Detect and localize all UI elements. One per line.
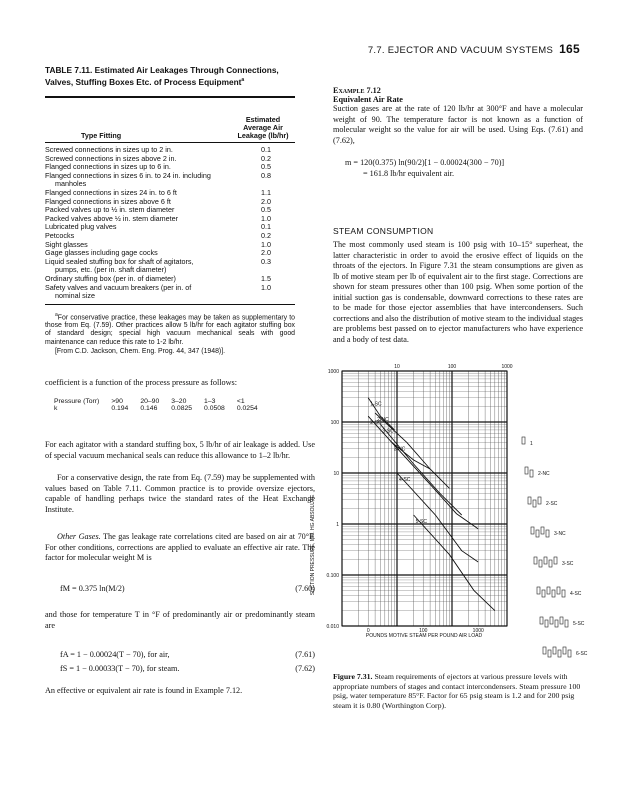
ejector-stage-symbol (542, 590, 545, 597)
ejector-stage-symbol (540, 617, 543, 624)
series-line-5-sc (414, 515, 495, 611)
ejector-stage-symbol (557, 587, 560, 594)
ticks (326, 364, 512, 634)
col-type-fitting: Type Fitting (81, 131, 122, 140)
k-value: 0.146 (140, 405, 158, 412)
table-footnote-mark: a (55, 311, 58, 318)
leakage-cell: 0.8 (261, 170, 271, 180)
pressure-value: 1–3 (204, 398, 216, 405)
fitting-cell: Sight glasses (45, 239, 88, 249)
paragraph-other-gases: Other Gases. The gas leakage rate correlations cited are based on air at 70°F. For other conditions, corrections are applied to evaluate an effective air rate. The factor for molecular weight M is (45, 532, 315, 562)
table-row (45, 223, 295, 232)
fitting-cell: Lubricated plug valves (45, 222, 117, 232)
paragraph-temperature: and those for temperature T in °F of predominantly air or predominantly steam are (45, 610, 315, 630)
coef-intro: coefficient is a function of the process pressure as follows: (45, 378, 237, 387)
leakage-cell: 1.1 (261, 187, 271, 197)
ejector-stage-symbol (554, 557, 557, 564)
ejector-stage-symbol (547, 587, 550, 594)
section-title: 7.7. EJECTOR AND VACUUM SYSTEMS (367, 45, 554, 56)
series-label: 2-NC (377, 417, 389, 423)
pressure-value: 3–20 (171, 398, 187, 405)
legend-label: 6-SC (576, 651, 588, 657)
figure-caption: Figure 7.31. Steam requirements of ejectors at various pressure levels with appropriate numbers of stages and contact intercondensers. Steam pressure 100 psig, water temperature 85°F. Factor for 65 psig steam is 1.2 and for 200 psig steam it is 0.80 (Worthington Corp). (333, 672, 581, 710)
example-text: Suction gases are at the rate of 120 lb/hr at 300°F and have a molecular weight of 90. The temperature factor is not known as a function of molecular weight so the value for air will be used. Using Eqs. (7.61) and (7.62), (333, 104, 583, 145)
legend-label: 2-NC (538, 471, 550, 477)
running-header (350, 42, 580, 56)
legend (522, 437, 588, 657)
leakage-cell: 0.2 (261, 153, 271, 163)
equation-number: (7.62) (295, 664, 315, 673)
fitting-cell: Gage glasses including gage cocks (45, 248, 158, 258)
leakage-cell: 0.5 (261, 162, 271, 172)
ejector-stage-symbol (522, 437, 525, 444)
pressure-value: <1 (236, 398, 245, 405)
legend-label: 1 (530, 441, 533, 447)
ejector-stage-symbol (537, 587, 540, 594)
series (368, 398, 495, 611)
leakage-cell: 0.3 (261, 256, 271, 266)
y-tick-label: 0.010 (326, 624, 339, 630)
fitting-cell: Flanged connections in sizes up to 6 in. (45, 162, 171, 172)
equation-7-61: fA = 1 − 0.00024(T − 70), for air, (7.61) (60, 650, 315, 659)
fitting-cell: Packed valves up to ½ in. stem diameter (45, 205, 175, 215)
legend-label: 4-SC (570, 591, 582, 597)
pressure-k-table (48, 398, 264, 412)
table-title-mark: a (241, 76, 245, 83)
y-tick-label: 1000 (327, 369, 339, 375)
col-air-leakage: Estimated Average Air Leakage (lb/hr) (237, 115, 289, 140)
ejector-stage-symbol (546, 530, 549, 537)
fitting-cell: Packed valves above ½ in. stem diameter (45, 213, 179, 223)
leakage-cell: 2.0 (261, 248, 271, 258)
pressure-value: 20–90 (140, 398, 160, 405)
y-axis-label: SUCTION PRESSURE, MM. HG ABSOLUTE (310, 494, 316, 596)
ejector-stage-symbol (528, 497, 531, 504)
ejector-stage-symbol (544, 557, 547, 564)
legend-label: 3-NC (554, 531, 566, 537)
leakage-cell: 2.0 (261, 196, 271, 206)
air-leakage-table (45, 96, 295, 356)
ejector-stage-symbol (562, 590, 565, 597)
series-label: 3-SC (382, 428, 394, 435)
steam-requirements-chart (300, 355, 600, 675)
y-tick-label: 1 (336, 522, 339, 528)
k-value: 0.0254 (236, 405, 258, 412)
steam-text: The most commonly used steam is 100 psig with 10–15° superheat, the latter characteristic in order to avoid the erosive effect of liquids on the throats of the ejectors. In Figure 7.31 the steam consumptions are given as lb of motive steam per lb of equivalent air to the first stage. Corrections are shown for steam pressures other than 100 psig. When some portion of the initial suction gas is condensable, downward corrections to these rates are to be made for those ejector assemblies that have intercondensers. Such corrections and also the distribution of motive steam to the individual stages are problems best passed on to ejector manufacturers who have experience and a body of test data. (333, 240, 583, 344)
equation-7-62: fS = 1 − 0.00033(T − 70), for steam. (7.62) (60, 664, 315, 673)
series-label: 5-SC (415, 519, 428, 525)
bottom-tick-label: 1000 (472, 628, 484, 634)
ejector-stage-symbol (565, 620, 568, 627)
leakage-cell: 1.5 (261, 273, 271, 283)
legend-label: 5-SC (573, 621, 585, 627)
leakage-cell: 0.1 (261, 222, 271, 232)
x-axis-label: POUNDS MOTIVE STEAM PER POUND AIR LOAD (365, 633, 483, 639)
paragraph-conservative: For a conservative design, the rate from Eq. (7.59) may be supplemented with values based on Table 7.11. Common practice is to provide oversize ejectors, capable of handling perhaps twice the standard rates of the Heat Exchange Institute. (45, 473, 315, 514)
leakage-cell: 0.1 (261, 145, 271, 154)
series-label: 2-SC (370, 420, 382, 427)
series-line-4-sc (397, 473, 478, 562)
fitting-cell: Flanged connections in sizes 24 in. to 6 ft (45, 187, 177, 197)
ejector-stage-symbol (543, 647, 546, 654)
ejector-stage-symbol (558, 650, 561, 657)
fitting-cell: Flanged connections in sizes above 6 ft (45, 196, 171, 206)
example-label: Example 7.12 (333, 86, 381, 95)
series-label: 4-SC (399, 477, 411, 483)
k-value: 0.194 (111, 405, 129, 412)
ejector-stage-symbol (548, 650, 551, 657)
ejector-stage-symbol (541, 527, 544, 534)
steam-heading: STEAM CONSUMPTION (333, 226, 434, 236)
x-tick-label: 10 (394, 364, 400, 370)
fitting-cell: Screwed connections in sizes above 2 in. (45, 153, 177, 163)
y-tick-label: 100 (330, 420, 339, 426)
pressure-label: Pressure (Torr) (54, 398, 100, 405)
fitting-cell: pumps, etc. (per in. shaft diameter) (55, 265, 167, 275)
ejector-stage-symbol (568, 650, 571, 657)
bottom-tick-label: 100 (419, 628, 428, 634)
ejector-stage-symbol (539, 560, 542, 567)
example-calc-1: m = 120(0.375) ln(90/2)[1 − 0.00024(300 − 70)] (345, 158, 505, 167)
fitting-cell: nominal size (55, 291, 95, 301)
table-source: [From C.D. Jackson, Chem. Eng. Prog. 44, 347 (1948)]. (55, 347, 226, 355)
fitting-cell: Petcocks (45, 230, 75, 240)
ejector-stage-symbol (534, 557, 537, 564)
fitting-cell: Flanged connections in sizes 6 in. to 24 in. including (45, 170, 211, 180)
leakage-cell: 0.2 (261, 230, 271, 240)
k-value: 0.0825 (171, 405, 193, 412)
equation-number: (7.60) (295, 584, 315, 593)
ejector-stage-symbol (549, 560, 552, 567)
leakage-cell: 1.0 (261, 213, 271, 223)
equation-7-60: fM = 0.375 ln(M/2) (7.60) (60, 584, 315, 593)
table-row (45, 292, 295, 301)
bottom-tick-label: 0 (366, 628, 370, 634)
ejector-stage-symbol (545, 620, 548, 627)
ejector-stage-symbol (536, 530, 539, 537)
table-footnote: $^a$For conservative practice, these leakages may be taken as supplementary to those from Eq. (7.59). Other practices allow 5 lb/hr for each agitator stuffing box of standard design; special high vacuum mechanical seals with good maintenance can reduce this rate to 1-2 lb/hr. (45, 311, 295, 346)
ejector-stage-symbol (552, 590, 555, 597)
x-tick-label: 100 (447, 364, 457, 370)
paragraph-example-ref: An effective or equivalent air rate is found in Example 7.12. (45, 686, 243, 695)
legend-label: 2-SC (546, 501, 558, 507)
table-header (45, 98, 295, 142)
fitting-cell: manholes (55, 179, 87, 189)
x-tick-label: 1000 (501, 364, 513, 370)
equation-number: (7.61) (295, 650, 315, 659)
other-gases-heading: Other Gases. (57, 532, 101, 541)
leakage-cell: 1.0 (261, 239, 271, 249)
k-value: 0.0508 (204, 405, 225, 412)
ejector-stage-symbol (563, 647, 566, 654)
paragraph-agitator: For each agitator with a standard stuffing box, 5 lb/hr of air leakage is added. Use of special vacuum mechanical seals can reduce this allowance to 1–2 lb/hr. (45, 440, 315, 460)
example-calc-2: = 161.8 lb/hr equivalent air. (363, 168, 455, 178)
series-label: 1-SC (370, 401, 382, 408)
fitting-cell: Liquid sealed stuffing box for shaft of agitators, (45, 256, 194, 266)
ejector-stage-symbol (530, 470, 533, 477)
plot-frame (342, 371, 507, 626)
table-body (45, 146, 295, 301)
y-tick-label: 10 (333, 471, 339, 477)
k-label: k (54, 405, 58, 412)
table-title: TABLE 7.11. Estimated Air Leakages Through Connections, Valves, Stuffing Boxes Etc. of Process Equipment$^a$ (45, 65, 279, 87)
ejector-stage-symbol (538, 497, 541, 504)
fitting-cell: Ordinary stuffing box (per in. of diameter) (45, 273, 176, 283)
ejector-stage-symbol (560, 617, 563, 624)
leakage-cell (239, 292, 295, 301)
fitting-cell: Screwed connections in sizes up to 2 in. (45, 145, 173, 154)
example-title: Equivalent Air Rate (333, 95, 403, 104)
ejector-stage-symbol (531, 527, 534, 534)
ejector-stage-symbol (533, 500, 536, 507)
ejector-stage-symbol (553, 647, 556, 654)
fitting-cell: Safety valves and vacuum breakers (per in. of (45, 282, 192, 292)
ejector-stage-symbol (550, 617, 553, 624)
grid (342, 371, 507, 626)
y-tick-label: 0.100 (326, 573, 339, 579)
example-7-12 (333, 86, 583, 179)
series-label: 3-NC (393, 446, 406, 453)
figure-label: Figure 7.31. (333, 672, 373, 681)
leakage-cell: 0.5 (261, 205, 271, 215)
page-number: 165 (559, 42, 580, 56)
pressure-value: >90 (111, 398, 123, 405)
ejector-stage-symbol (555, 620, 558, 627)
ejector-stage-symbol (525, 467, 528, 474)
leakage-cell: 1.0 (261, 282, 271, 292)
series-line-3-nc (392, 442, 479, 529)
legend-label: 3-SC (562, 561, 574, 567)
